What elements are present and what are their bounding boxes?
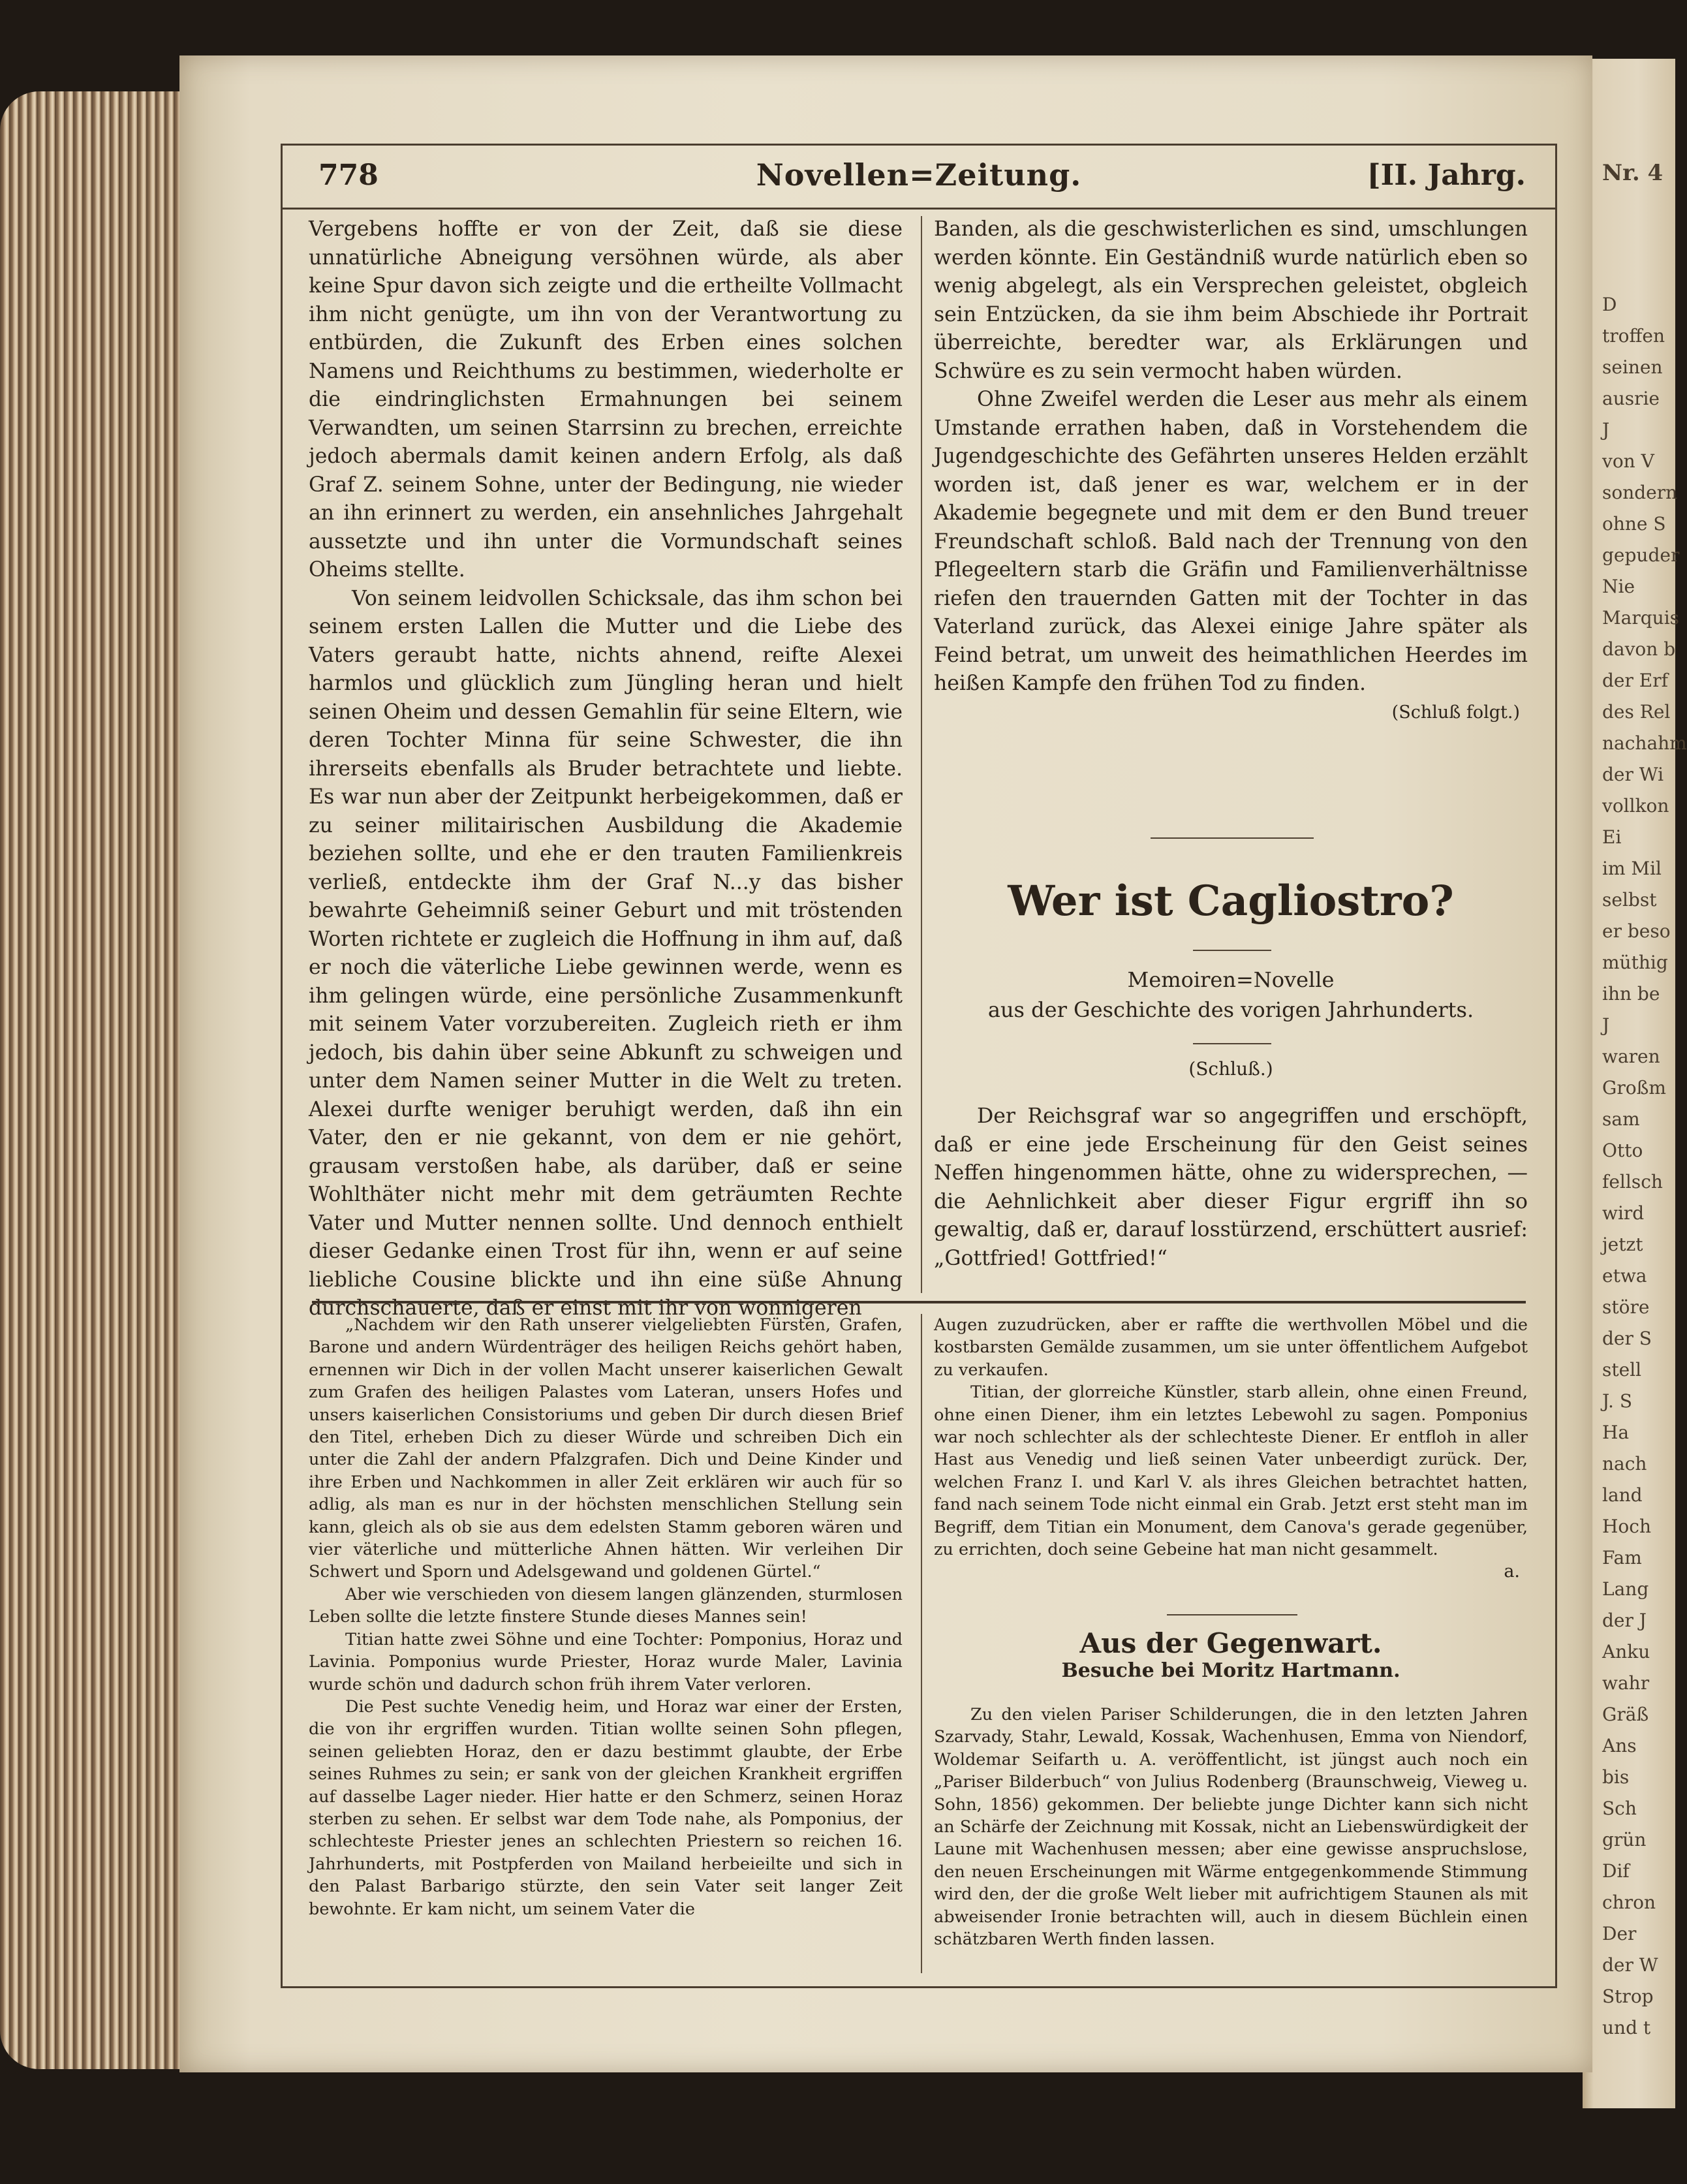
gegenwart-title: Aus der Gegenwart. (1079, 1627, 1382, 1659)
adjacent-text-fragment: ihn be (1602, 983, 1660, 1005)
column-divider (921, 216, 922, 1293)
author-signature: a. (1504, 1561, 1520, 1582)
adjacent-text-fragment: Großm (1602, 1077, 1666, 1099)
adjacent-text-fragment: der J (1602, 1610, 1647, 1631)
paragraph: Titian hatte zwei Söhne und eine Tochter: Pomponius, Horaz und Lavinia. Pomponius wurde Priester, Horaz wurde Maler, Lavinia wurde schön und dadurch schon früh ihrem Vater verloren. (309, 1629, 903, 1694)
paragraph: Von seinem leidvollen Schicksale, das ihm schon bei seinem ersten Lallen die Mutter und die Liebe des Vaters geraubt hatte, nichts ahnend, reifte Alexei harmlos und glücklich zum Jüngling heran und hielt seinen Oheim und dessen Gemahlin für seine Eltern, wie deren Tochter Minna für seine Schwester, die ihn ihrerseits ebenfalls als Bruder betrachtete und liebte. Es war nun aber der Zeitpunkt herbeigekommen, daß er zu seiner militairischen Ausbildung die Akademie beziehen sollte, und ehe er den trauten Familienkreis verließ, entdeckte ihm der Graf N...y das bisher bewahrte Geheimniß seiner Geburt und mit tröstenden Worten richtete er zugleich die Hoffnung in ihm auf, daß er noch die väterliche Liebe gewinnen werde, wenn es ihm gelingen würde, eine persönliche Zusammenkunft mit seinem Vater vorzubereiten. Zugleich rieth er ihm jedoch, bis dahin über seine Abkunft zu schweigen und unter dem Namen seiner Mutter in die Welt zu treten. Alexei durfte weniger beruhigt werden, daß ihn ein Vater, den er nie gekannt, von dem er nie gehört, grausam verstoßen habe, als darüber, daß er seine Wohlthäter nicht mehr mit dem geträumten Rechte Vater und Mutter nennen sollte. Und dennoch enthielt dieser Gedanke einen Trost für ihn, wenn er auf seine liebliche Cousine blickte und ihn eine süße Ahnung durchschauerte, daß er einst mit ihr von wonnigeren (309, 586, 903, 1320)
adjacent-text-fragment: er beso (1602, 920, 1671, 942)
adjacent-text-fragment: ohne S (1602, 513, 1666, 535)
paragraph: Ohne Zweifel werden die Leser aus mehr als einem Umstande errathen haben, daß in Vorstehendem die Jugendgeschichte des Gefährten unseres Helden erzählt worden ist, daß jener es war, welchem er in der Akademie begegnete und mit dem er den Bund treuer Freundschaft schloß. Bald nach der Trennung von den Pflegeeltern starb die Gräfin und Familienverhältnisse riefen den trauernden Gatten mit der Tochter in das Vaterland zurück, das Alexei einige Jahre später als Feind betrat, um unweit des heimathlichen Heerdes im heißen Kampfe den frühen Tod zu finden. (934, 388, 1528, 695)
adjacent-text-fragment: ausrie (1602, 388, 1660, 409)
ornament-rule (1193, 1043, 1271, 1044)
article-body (934, 1102, 1528, 1273)
adjacent-text-fragment: Ei (1602, 826, 1622, 848)
paragraph: Die Pest suchte Venedig heim, und Horaz war einer der Ersten, die von ihr ergriffen wurden. Titian wollte seinen Sohn pflegen, seinen geliebten Horaz, den er dazu bestimmt glaubte, der Erbe seines Ruhmes zu sein; er sank von der gleichen Krankheit ergriffen auf dasselbe Lager nieder. Hier hatte er den Schmerz, seinen Horaz sterben zu sehen. Er selbst war dem Tode nahe, als Pomponius, der schlechteste Priester jenes an schlechten Priestern so reichen 16. Jahrhunderts, mit Postpferden von Mailand herbeieilte und sich in den Palast Barbarigo stürzte, den sein Vater seit langer Zeit bewohnte. Er kam nicht, um seinem Vater die (309, 1696, 903, 1919)
section-label: (Schluß.) (1188, 1058, 1273, 1080)
upper-left-column (309, 215, 903, 1323)
paragraph: Der Reichsgraf war so angegriffen und erschöpft, daß er eine jede Erscheinung für den Geist seines Neffen hingenommen hätte, ohne zu widersprechen, — die Aehnlichkeit aber dieser Figur ergriff ihn so gewaltig, daß er, darauf losstürzend, erschüttert ausrief: „Gottfried! Gottfried!“ (934, 1104, 1528, 1270)
adjacent-text-fragment: Dif (1602, 1860, 1630, 1882)
adjacent-text-fragment: und t (1602, 2017, 1651, 2038)
adjacent-text-fragment: land (1602, 1484, 1643, 1506)
paragraph: Aber wie verschieden von diesem langen glänzenden, sturmlosen Leben sollte die letzte finstere Stunde dieses Mannes sein! (309, 1584, 903, 1627)
paragraph: „Nachdem wir den Rath unserer vielgeliebten Fürsten, Grafen, Barone und andern Würdenträger des heiligen Reichs gehört haben, ernennen wir Dich in der vollen Macht unserer kaiserlichen Gewalt zum Grafen des heiligen Palastes vom Lateran, unsers Hofes und unsers kaiserlichen Consistoriums und geben Dir durch diesen Brief den Titel, erheben Dich zu dieser Würde und schreiben Dich ein unter die Zahl der andern Pfalzgrafen. Dich und Deine Kinder und ihre Erben und Nachkommen in aller Zeit erklären wir auch für so adlig, als man es nur in der höchsten menschlichen Stellung sein kann, gleich als ob sie aus dem edelsten Stamm geboren wären und vier väterliche und mütterliche Ahnen hätten. Wir verleihen Dir Schwert und Sporn und Adelsgewand und goldenen Gürtel.“ (309, 1315, 903, 1582)
adjacent-text-fragment: Strop (1602, 1986, 1654, 2007)
adjacent-page (1583, 59, 1687, 2108)
page-number: 778 (318, 159, 379, 192)
adjacent-text-fragment: wird (1602, 1202, 1645, 1224)
adjacent-text-fragment: J (1602, 419, 1610, 441)
adjacent-text-fragment: Fam (1602, 1547, 1642, 1568)
adjacent-text-fragment: wahr (1602, 1672, 1650, 1694)
adjacent-text-fragment: Ha (1602, 1422, 1630, 1443)
adjacent-text-fragment: Otto (1602, 1140, 1643, 1161)
adjacent-text-fragment: des Rel (1602, 701, 1671, 723)
adjacent-text-fragment: jetzt (1602, 1234, 1643, 1255)
adjacent-text-fragment: seinen (1602, 356, 1663, 378)
adjacent-text-fragment: müthig (1602, 952, 1668, 973)
adjacent-text-fragment: der W (1602, 1954, 1658, 1976)
adjacent-text-fragment: troffen (1602, 325, 1665, 347)
adjacent-text-fragment: Marquis (1602, 607, 1680, 629)
continued-note: (Schluß folgt.) (1391, 702, 1520, 723)
article-heading (934, 877, 1528, 926)
page-frame (281, 144, 1557, 1988)
adjacent-text-fragment: der Erf (1602, 670, 1668, 691)
article-section (934, 1058, 1528, 1080)
adjacent-text-fragment: Der (1602, 1923, 1637, 1944)
adjacent-text-fragment: chron (1602, 1892, 1656, 1913)
adjacent-text-fragment: Sch (1602, 1798, 1637, 1819)
paragraph: Vergebens hoffte er von der Zeit, daß sie diese unnatürliche Abneigung versöhnen würde, als aber keine Spur davon sich zeigte und die ertheilte Vollmacht ihm nicht genügte, um ihn von der Verantwortung zu entbürden, die Zukunft des Erben eines solchen Namens und Reichthums zu bestimmen, wiederholte er die eindringlichsten Ermahnungen bei seinem Verwandten, um seinen Starrsinn zu brechen, erreichte jedoch abermals damit keinen andern Erfolg, als daß Graf Z. seinem Sohne, unter der Bedingung, nie wieder an ihn erinnert zu werden, ein ansehnliches Jahrgehalt aussetzte und ihn unter die Vormundschaft seines Oheims stellte. (309, 217, 903, 582)
adjacent-page-header: Nr. 4 (1602, 160, 1664, 186)
journal-title: Novellen=Zeitung. (756, 157, 1082, 193)
adjacent-text-fragment: waren (1602, 1046, 1660, 1067)
adjacent-text-fragment: stell (1602, 1359, 1642, 1381)
gegenwart-body (934, 1704, 1528, 1950)
adjacent-text-fragment: D (1602, 294, 1617, 315)
adjacent-text-fragment: selbst (1602, 889, 1657, 911)
paragraph: Titian, der glorreiche Künstler, starb allein, ohne einen Freund, ohne einen Diener, ihm ein letztes Lebewohl zu sagen. Pomponius war noch schlechter als der schlechteste Diener. Er entfloh in aller Hast aus Venedig und ließ seinen Vater unbeerdigt zurück. Der, welchen Franz I. und Karl V. als ihres Gleichen betrachtet hatten, fand nach seinem Tode nicht einmal ein Grab. Jetzt erst steht man im Begriff, dem Titian ein Monument, dem Canova's gerade gegenüber, zu errichten, doch seine Gebeine hat man nicht gesammelt. (934, 1382, 1528, 1560)
adjacent-text-fragment: Lang (1602, 1578, 1649, 1600)
adjacent-text-fragment: sondern (1602, 482, 1678, 503)
adjacent-text-fragment: Anku (1602, 1641, 1650, 1662)
adjacent-text-fragment: Gräß (1602, 1704, 1649, 1725)
book-page (179, 55, 1592, 2072)
page-header (283, 146, 1555, 210)
adjacent-text-fragment: gepuder (1602, 544, 1680, 566)
adjacent-text-fragment: der Wi (1602, 764, 1664, 785)
adjacent-text-fragment: J. S (1602, 1390, 1633, 1412)
adjacent-text-fragment: fellsch (1602, 1171, 1663, 1193)
upper-right-column (934, 215, 1528, 726)
volume-label: [II. Jahrg. (1367, 159, 1526, 192)
adjacent-text-fragment: davon b (1602, 638, 1676, 660)
adjacent-text-fragment: der S (1602, 1328, 1652, 1349)
section-divider (312, 1301, 1526, 1303)
column-divider (921, 1314, 922, 1973)
adjacent-text-fragment: vollkon (1602, 795, 1669, 817)
adjacent-text-fragment: etwa (1602, 1265, 1647, 1287)
adjacent-text-fragment: J (1602, 1014, 1610, 1036)
article-subtitle-2: aus der Geschichte des vorigen Jahrhunderts. (987, 997, 1474, 1022)
gegenwart-subtitle: Besuche bei Moritz Hartmann. (1061, 1659, 1401, 1682)
article-title: Wer ist Cagliostro? (1008, 877, 1454, 926)
article-subtitle: Memoiren=Novelle (1127, 967, 1335, 992)
ornament-rule (1193, 950, 1271, 951)
lower-left-column (309, 1314, 903, 1920)
adjacent-text-fragment: Nie (1602, 576, 1635, 597)
adjacent-text-fragment: nach (1602, 1453, 1647, 1474)
adjacent-text-fragment: im Mil (1602, 858, 1662, 879)
ornament-rule (1167, 1614, 1297, 1615)
gegenwart-heading (934, 1627, 1528, 1682)
ornament-rule (1151, 837, 1314, 839)
paragraph: Zu den vielen Pariser Schilderungen, die in den letzten Jahren Szarvady, Stahr, Lewald, Kossak, Wachenhusen, Emma von Niendorf, Woldemar Seifarth u. A. veröffentlicht, ist jüngst auch noch ein „Pariser Bilderbuch“ von Julius Rodenberg (Braunschweig, Vieweg u. Sohn, 1856) gekommen. Der beliebte junge Dichter kann sich nicht an Schärfe der Zeichnung mit Kossak, nicht an Liebenswürdigkeit der Laune mit Wachenhusen messen; aber eine gewisse anspruchslose, den neuen Erscheinungen mit Wärme entgegenkommende Stimmung wird den, der die große Welt lieber mit aufrichtigem Staunen als mit abweisender Ironie betrachten will, auch in diesem Büchlein einen schätzbaren Werth finden lassen. (934, 1705, 1528, 1950)
adjacent-text-fragment: sam (1602, 1108, 1640, 1130)
adjacent-text-fragment: nachahm (1602, 732, 1687, 754)
adjacent-text-fragment: bis (1602, 1766, 1630, 1788)
adjacent-text-fragment: von V (1602, 450, 1654, 472)
lower-right-column (934, 1314, 1528, 1583)
book-edge (0, 91, 196, 2069)
adjacent-text-fragment: störe (1602, 1296, 1650, 1318)
paragraph: Banden, als die geschwisterlichen es sind, umschlungen werden könnte. Ein Geständniß wurde natürlich eben so wenig abgelegt, als ein Versprechen geleistet, obgleich sein Entzücken, da sie ihm beim Abschiede ihr Portrait überreichte, beredter war, als Erklärungen und Schwüre es zu sein vermocht haben würden. (934, 217, 1528, 383)
adjacent-text-fragment: grün (1602, 1829, 1647, 1850)
adjacent-text-fragment: Hoch (1602, 1516, 1651, 1537)
article-subtitles (934, 965, 1528, 1025)
paragraph: Augen zuzudrücken, aber er raffte die werthvollen Möbel und die kostbarsten Gemälde zusammen, um sie unter öffentlichem Aufgebot zu verkaufen. (934, 1315, 1528, 1380)
adjacent-text-fragment: Ans (1602, 1735, 1637, 1756)
